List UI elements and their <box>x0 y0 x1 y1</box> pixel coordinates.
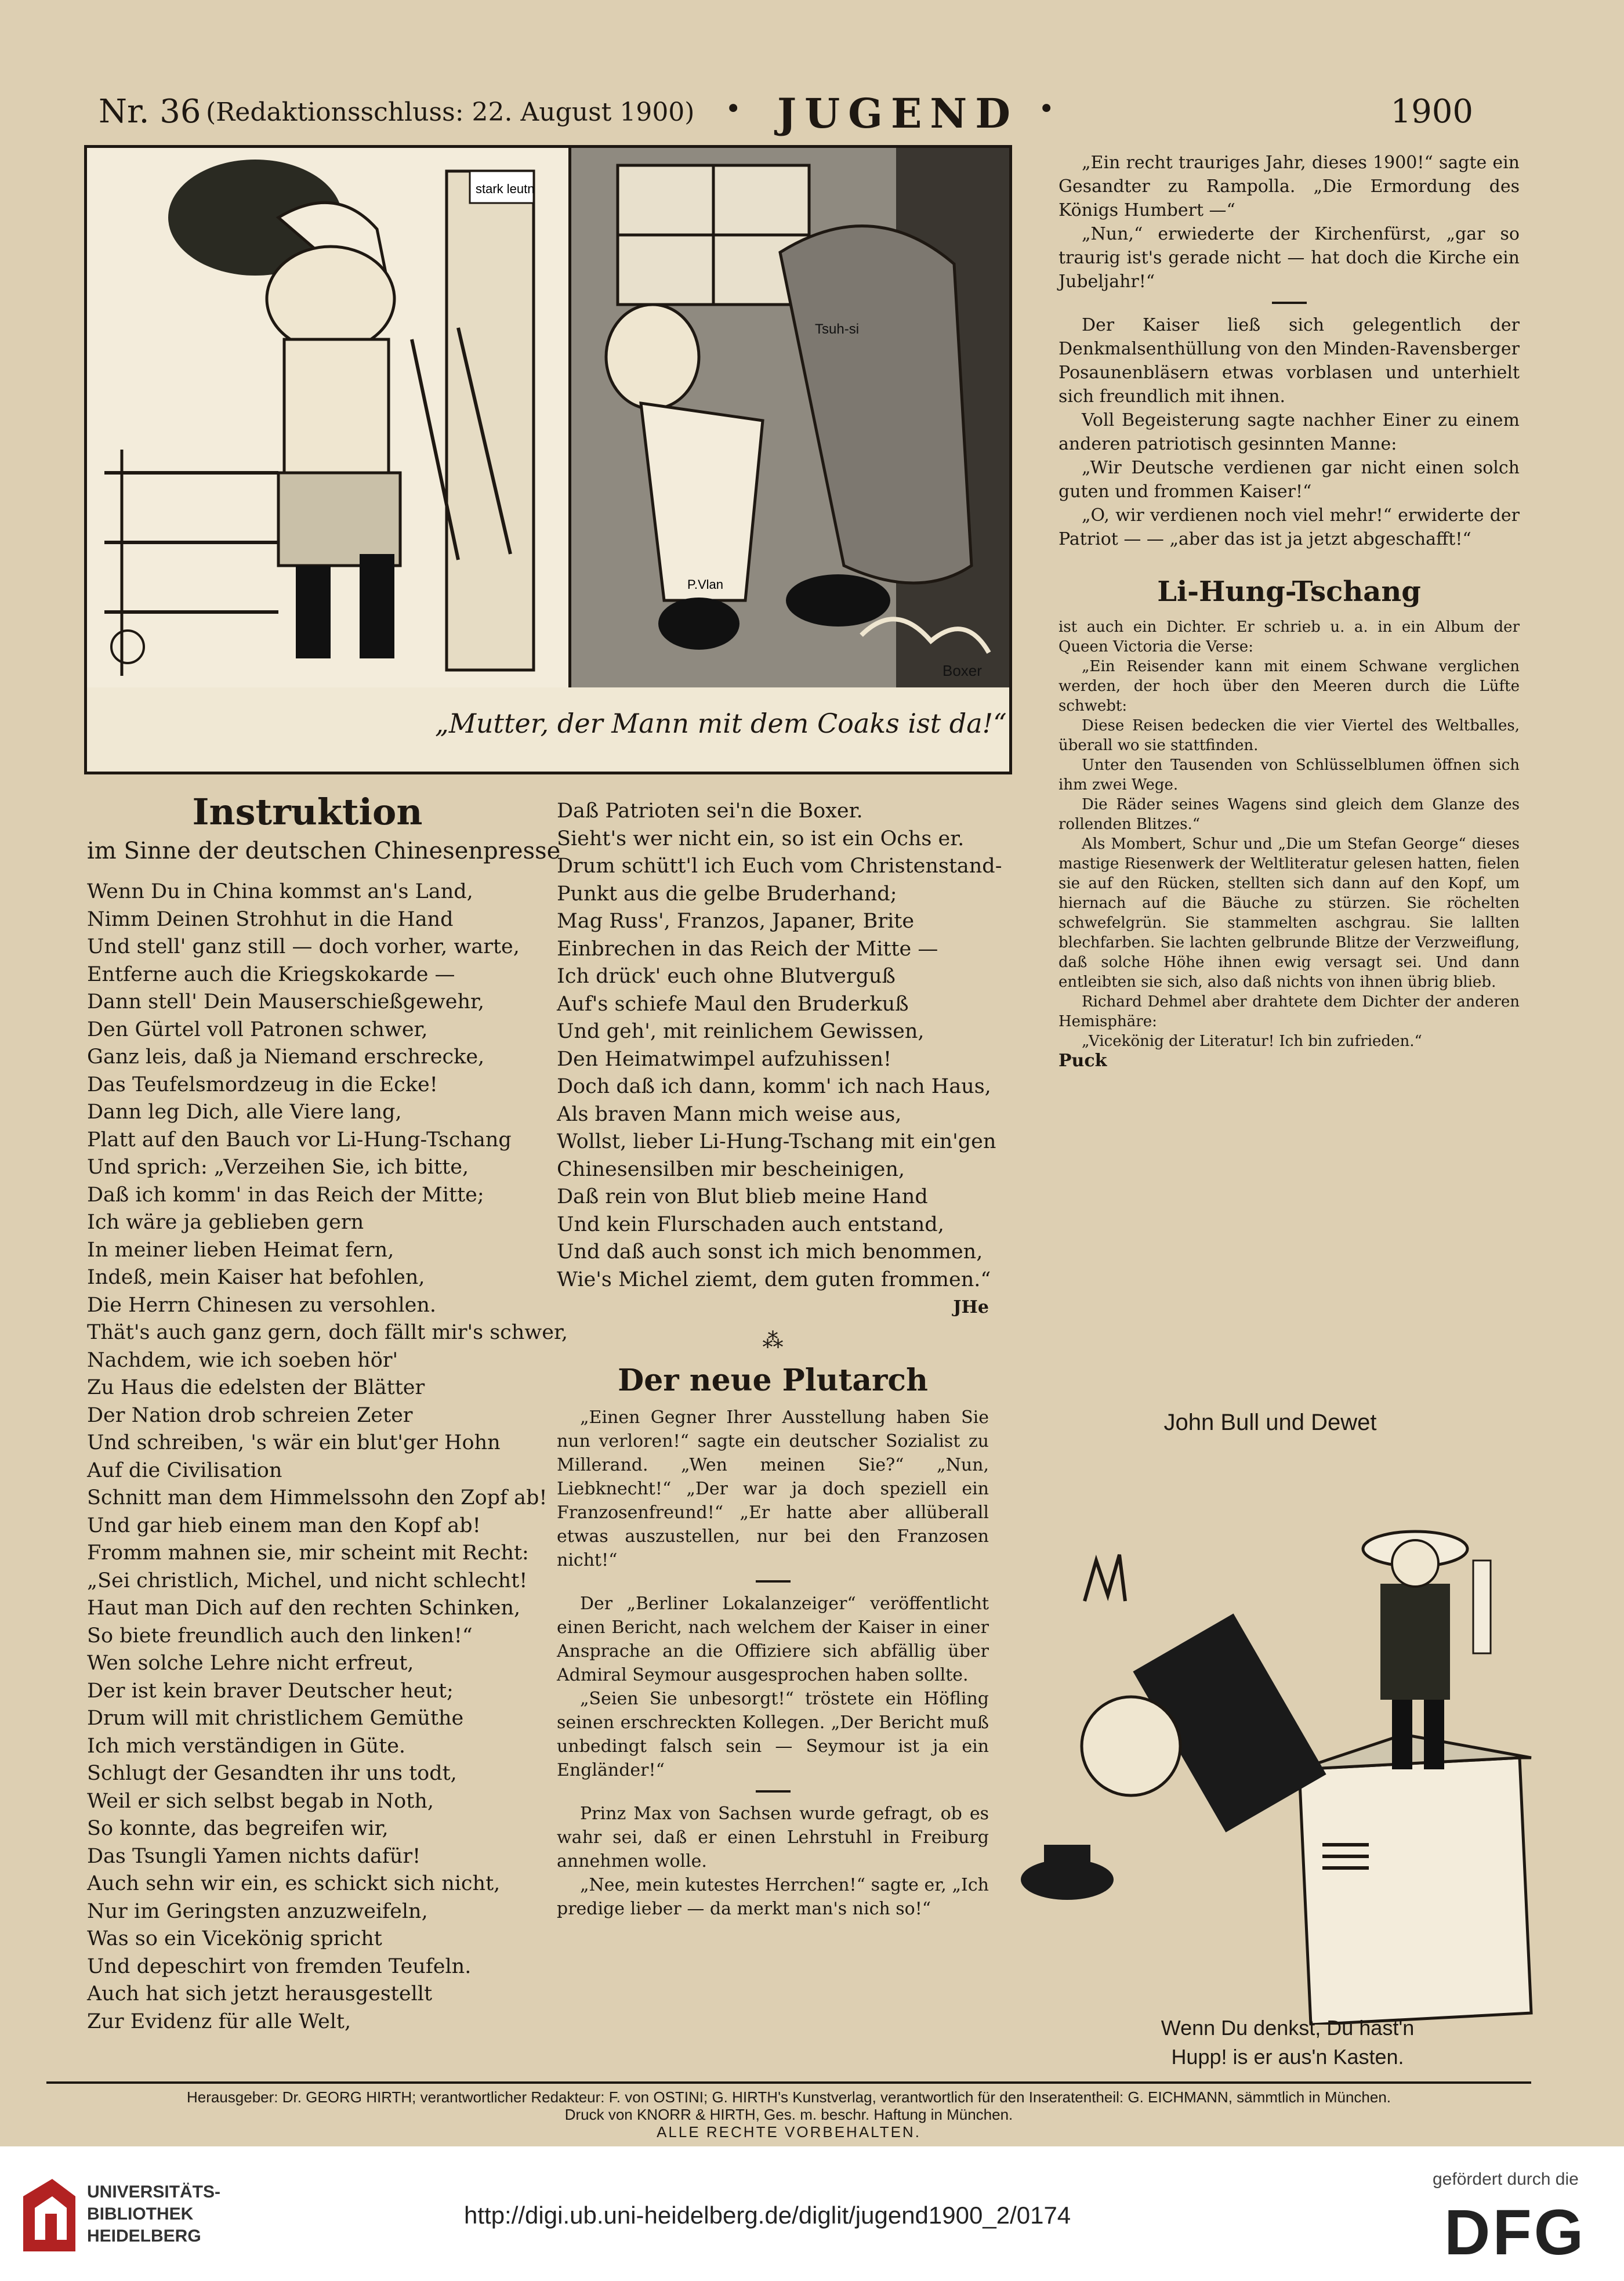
top-illustration <box>84 145 1012 774</box>
poem-line: Dann stell' Dein Mauserschießgewehr, <box>87 990 485 1013</box>
li-p1: ist auch ein Dichter. Er schrieb u. a. in ein Album der Queen Victoria die Verse: <box>1058 618 1520 656</box>
poem-line: Daß ich komm' in das Reich der Mitte; <box>87 1183 484 1207</box>
instruktion-title: Instruktion <box>192 791 423 833</box>
library-footer-bar <box>0 2146 1624 2281</box>
poem-left-lines <box>87 878 568 2036</box>
illustration-caption: „Mutter, der Mann mit dem Coaks ist da!“ <box>435 708 1007 739</box>
boxer-label: Boxer <box>942 662 982 679</box>
divider <box>1272 302 1307 304</box>
poem-line: Doch daß ich dann, komm' ich nach Haus, <box>557 1075 991 1098</box>
middle-column <box>557 798 1002 1921</box>
divider <box>756 1790 791 1793</box>
poem-line: Das Teufelsmordzeug in die Ecke! <box>87 1073 438 1096</box>
poem-line: Drum schütt'l ich Euch vom Christenstand- <box>557 855 1002 878</box>
john-bull-caption-1: Wenn Du denkst, Du hast'n <box>1161 2016 1415 2040</box>
poem-line: Daß Patrioten sei'n die Boxer. <box>557 799 863 823</box>
masthead-title: JUGEND <box>777 89 1018 137</box>
poem-line: Wenn Du in China kommst an's Land, <box>87 880 473 903</box>
li-p5: Die Räder seines Wagens sind gleich dem Glanze des rollenden Blitzes.“ <box>1058 796 1520 833</box>
poem-line: Fromm mahnen sie, mir scheint mit Recht: <box>87 1541 529 1565</box>
poem-line: Und sprich: „Verzeihen Sie, ich bitte, <box>87 1156 469 1179</box>
boxer-panel <box>571 148 1009 687</box>
footer-printer: Druck von KNORR & HIRTH, Ges. m. beschr. Haftung in München. <box>564 2106 1013 2123</box>
poem-line: Ich wäre ja geblieben gern <box>87 1211 364 1234</box>
poem-line: Als braven Mann mich weise aus, <box>557 1102 902 1126</box>
library-name <box>87 2181 220 2247</box>
john-bull-drawing <box>998 1444 1543 2025</box>
poem-line: Weil er sich selbst begab in Noth, <box>87 1789 434 1813</box>
tsuh-label: Tsuh-si <box>815 321 860 337</box>
poem-line: Zu Haus die edelsten der Blätter <box>87 1376 425 1399</box>
poem-line: Daß rein von Blut blieb meine Hand <box>557 1185 928 1208</box>
plutarch-p1: „Einen Gegner Ihrer Ausstellung haben Sie nun verloren!“ sagte ein deutscher Sozialist zu Millerand. „Wen meinen Sie?“ „Nun, Liebknecht!“ „Der war ja doch speziell ein Franzosenfreund!“ „Er hatte aber allüberall etwas auszustellen, nur bei den Franzosen nicht!“ <box>557 1407 989 1570</box>
poem-line: Punkt aus die gelbe Bruderhand; <box>557 882 897 906</box>
poem-line: Drum will mit christlichem Gemüthe <box>87 1707 464 1730</box>
poem-line: Chinesensilben mir bescheinigen, <box>557 1157 905 1181</box>
poem-line: Auf die Civilisation <box>87 1458 282 1482</box>
poem-line: Was so ein Vicekönig spricht <box>87 1927 382 1950</box>
li-p6: Als Mombert, Schur und „Die um Stefan George“ dieses mastige Riesenwerk der Weltliteratur gelesen hatten, fielen sie auf den Rücken, stellten sich dann auf den Kopf, um hiernach auf die Bäuche zu stürzen. Sie röchelten schwefelgrün. Sie stammelten aschgrau. Sie lallten blechfarben. Sie lachten gelbrunde Blitze der Verzweiflung, daß solche Höhe ihnen ewig versagt sei. Und dann entleibten sie sich, also daß nichts von ihnen übrig blieb. <box>1058 835 1520 991</box>
sign-label: stark leutn <box>476 182 535 196</box>
plutarch-p3: „Seien Sie unbesorgt!“ tröstete ein Höfling seinen erschreckten Kollegen. „Der Bericht muß unbedingt falsch sein — Seymour ist ja ein Engländer!“ <box>557 1689 989 1780</box>
divider <box>756 1580 791 1583</box>
poem-line: „Sei christlich, Michel, und nicht schlecht! <box>87 1569 528 1592</box>
footer-rule <box>46 2081 1531 2084</box>
poem-line: Nimm Deinen Strohhut in die Hand <box>87 907 454 931</box>
poem-line: In meiner lieben Heimat fern, <box>87 1238 394 1262</box>
poem-line: Den Heimatwimpel aufzuhissen! <box>557 1047 892 1071</box>
poem-line: So biete freundlich auch den linken!“ <box>87 1624 473 1648</box>
poem-line: Ich mich verständigen in Güte. <box>87 1734 406 1758</box>
right-column <box>1058 151 1520 1071</box>
poem-mid-lines <box>557 798 1002 1294</box>
plutarch-p5: „Nee, mein kutestes Herrchen!“ sagte er, „Ich predige lieber — da merkt man's nich so!“ <box>557 1875 989 1919</box>
poem-line: Einbrechen in das Reich der Mitte — <box>557 937 938 961</box>
li-title: Li-Hung-Tschang <box>1157 575 1421 608</box>
poem-line: Und gar hieb einem man den Kopf ab! <box>87 1514 481 1537</box>
poem-line: Auch hat sich jetzt herausgestellt <box>87 1982 433 2005</box>
poem-line: Thät's auch ganz gern, doch fällt mir's schwer, <box>87 1321 568 1344</box>
poem-line: Und schreiben, 's wär ein blut'ger Hohn <box>87 1431 501 1454</box>
poem-line: Nachdem, wie ich soeben hör' <box>87 1348 398 1372</box>
poem-line: Und daß auch sonst ich mich benommen, <box>557 1240 983 1263</box>
poem-line: Sieht's wer nicht ein, so ist ein Ochs er. <box>557 827 965 850</box>
officer-panel <box>87 148 571 687</box>
poem-line: Wen solche Lehre nicht erfreut, <box>87 1652 414 1675</box>
instruktion-subtitle: im Sinne der deutschen Chinesenpresse <box>87 838 561 864</box>
poem-line: Auf's schiefe Maul den Bruderkuß <box>557 992 909 1016</box>
plutarch-text <box>557 1406 989 1921</box>
li-p7: Richard Dehmel aber drahtete dem Dichter der anderen Hemisphäre: <box>1058 993 1520 1030</box>
poem-line: Schlugt der Gesandten ihr uns todt, <box>87 1762 457 1785</box>
john-bull-title: John Bull und Dewet <box>1163 1410 1377 1435</box>
poem-line: Den Gürtel voll Patronen schwer, <box>87 1018 428 1041</box>
poem-line: So konnte, das begreifen wir, <box>87 1817 389 1840</box>
right-p3: Der Kaiser ließ sich gelegentlich der Denkmalsenthüllung von den Minden-Ravensberger Posaunenbläsern etwas vorblasen und unterhielt sich freundlich mit ihnen. <box>1058 315 1520 407</box>
poem-line: Nur im Geringsten anzuzweifeln, <box>87 1899 428 1923</box>
page-header <box>99 89 1508 137</box>
header-bullet: • <box>725 93 742 125</box>
john-bull-caption-2: Hupp! is er aus'n Kasten. <box>1171 2045 1404 2069</box>
poem-line: Der Nation drob schreien Zeter <box>87 1403 413 1427</box>
right-p6: „O, wir verdienen noch viel mehr!“ erwiderte der Patriot — — „aber das ist ja jetzt abgeschafft!“ <box>1058 505 1520 549</box>
li-p4: Unter den Tausenden von Schlüsselblumen öffnen sich ihm zwei Wege. <box>1058 756 1520 794</box>
poem-line: Und kein Flurschaden auch entstand, <box>557 1212 944 1236</box>
poem-line: Schnitt man dem Himmelssohn den Zopf ab! <box>87 1486 548 1509</box>
poem-line: Der ist kein braver Deutscher heut; <box>87 1679 454 1703</box>
footer-rights: ALLE RECHTE VORBEHALTEN. <box>657 2123 921 2141</box>
right-p1: „Ein recht trauriges Jahr, dieses 1900!“ sagte ein Gesandter zu Rampolla. „Die Ermordung des Königs Humbert —“ <box>1058 153 1520 220</box>
poem-line: Wollst, lieber Li-Hung-Tschang mit ein'gen <box>557 1130 996 1153</box>
poem-line: Zur Evidenz für alle Welt, <box>87 2010 351 2033</box>
library-name-line2: BIBLIOTHEK <box>87 2204 194 2224</box>
pilvan-label: P.Vlan <box>687 577 723 592</box>
john-bull-cartoon <box>998 1410 1543 2071</box>
poem-line: Platt auf den Bauch vor Li-Hung-Tschang <box>87 1128 512 1152</box>
poem-line: Das Tsungli Yamen nichts dafür! <box>87 1844 421 1868</box>
poem-line: Haut man Dich auf den rechten Schinken, <box>87 1596 521 1620</box>
poem-line: Ganz leis, daß ja Niemand erschrecke, <box>87 1045 485 1069</box>
plutarch-title: Der neue Plutarch <box>618 1363 928 1398</box>
issue-number: Nr. 36 <box>99 93 201 131</box>
poem-line: Und geh', mit reinlichem Gewissen, <box>557 1020 925 1043</box>
permalink-url[interactable]: http://digi.ub.uni-heidelberg.de/diglit/jugend1900_2/0174 <box>464 2202 1071 2229</box>
right-anecdotes <box>1058 151 1520 551</box>
li-p2: „Ein Reisender kann mit einem Schwane verglichen werden, der hoch über den Meeren durch die Lüfte schwebt: <box>1058 658 1520 715</box>
poem-line: Wie's Michel ziemt, dem guten frommen.“ <box>557 1268 991 1291</box>
poem-line: Dann leg Dich, alle Viere lang, <box>87 1100 402 1124</box>
instruktion-left-column <box>87 789 568 2036</box>
li-signature: Puck <box>1058 1051 1107 1071</box>
poem-line: Entferne auch die Kriegskokarde — <box>87 962 455 986</box>
footer-publisher: Herausgeber: Dr. GEORG HIRTH; verantwortlicher Redakteur: F. von OSTINI; G. HIRTH's Kunstverlag, verantwortlich für den Inseratentheil: G. EICHMANN, sämmtlich in München. <box>186 2088 1391 2106</box>
li-p8: „Vicekönig der Literatur! Ich bin zufrieden.“ <box>1082 1033 1422 1050</box>
right-p5: „Wir Deutsche verdienen gar nicht einen solch guten und frommen Kaiser!“ <box>1058 458 1520 502</box>
li-text <box>1058 617 1520 1071</box>
plutarch-p4: Prinz Max von Sachsen wurde gefragt, ob es wahr sei, daß er einen Lehrstuhl in Freiburg annehmen wolle. <box>557 1804 989 1871</box>
dfg-logo: DFG <box>1444 2197 1586 2268</box>
poem-signature: JHe <box>953 1297 989 1317</box>
right-p4: Voll Begeisterung sagte nachher Einer zu einem anderen patriotisch gesinnten Manne: <box>1058 410 1520 454</box>
library-name-line3: HEIDELBERG <box>87 2226 201 2246</box>
poem-line: Ich drück' euch ohne Blutverguß <box>557 965 896 988</box>
header-mark: • <box>1038 93 1055 125</box>
boxer-drawing <box>571 148 1009 687</box>
poem-line: Die Herrn Chinesen zu versohlen. <box>87 1293 437 1317</box>
header-year: 1900 <box>1390 93 1473 131</box>
poem-line: Indeß, mein Kaiser hat befohlen, <box>87 1266 425 1289</box>
right-p2: „Nun,“ erwiederte der Kirchenfürst, „gar so traurig ist's gerade nicht — hat doch die Kirche ein Jubeljahr!“ <box>1058 224 1520 292</box>
poem-line: Und stell' ganz still — doch vorher, warte, <box>87 935 520 958</box>
library-name-line1: UNIVERSITÄTS- <box>87 2182 221 2202</box>
poem-line: Und depeschirt von fremden Teufeln. <box>87 1954 472 1978</box>
officer-drawing <box>87 148 568 687</box>
redaktionsschluss: (Redaktionsschluss: 22. August 1900) <box>206 97 695 127</box>
plutarch-p2: Der „Berliner Lokalanzeiger“ veröffentlicht einen Bericht, nach welchem der Kaiser in einer Ansprache an die Offiziere sich abfällig über Admiral Seymour ausgesprochen haben sollte. <box>557 1594 989 1685</box>
heidelberg-logo-icon <box>17 2173 81 2257</box>
funding-note: gefördert durch die <box>1433 2170 1579 2189</box>
poem-line: Mag Russ', Franzos, Japaner, Brite <box>557 910 915 933</box>
li-p3: Diese Reisen bedecken die vier Viertel des Weltballes, überall wo sie stattfinden. <box>1058 717 1520 754</box>
poem-line: Auch sehn wir ein, es schickt sich nicht, <box>87 1872 501 1895</box>
section-asterisk: ⁂ <box>762 1328 784 1353</box>
